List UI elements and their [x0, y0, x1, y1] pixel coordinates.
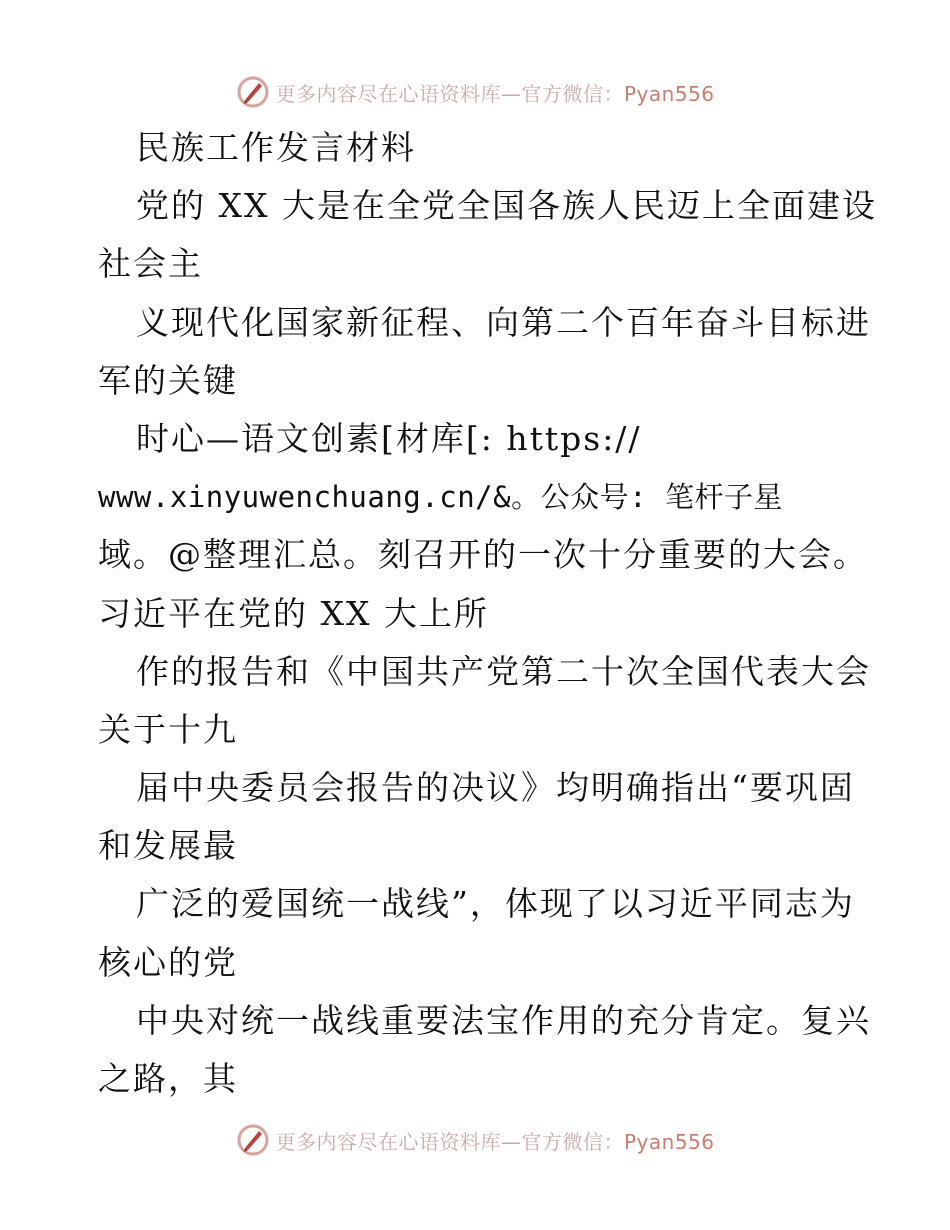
watermark-id: Pyan556 [623, 81, 715, 106]
document-title: 民族工作发言材料 [136, 128, 416, 167]
text-line: 习近平在党的 XX 大上所 [98, 593, 489, 633]
text-line: 社会主 [98, 244, 203, 284]
text-line: 中央对统一战线重要法宝作用的充分肯定。复兴 [136, 1000, 871, 1040]
text-line: 域。@整理汇总。刻召开的一次十分重要的大会。 [98, 535, 868, 575]
watermark-prefix: 更多内容尽在心语资料库—官方微信： [275, 1129, 624, 1154]
header-watermark [0, 70, 950, 114]
watermark-text [275, 78, 714, 107]
pen-logo-icon [235, 74, 271, 110]
text-line: 广泛的爱国统一战线”，体现了以习近平同志为 [136, 884, 855, 924]
watermark-id: Pyan556 [623, 1129, 715, 1154]
text-line: 时心—语文创素[材库[: https:// [136, 418, 642, 458]
text-line: 义现代化国家新征程、向第二个百年奋斗目标进 [136, 302, 871, 342]
document-body [98, 119, 877, 1108]
text-line: 之路，其 [98, 1059, 238, 1098]
pen-logo-icon [235, 1122, 271, 1158]
text-line: 关于十九 [98, 709, 238, 749]
text-line: 军的关键 [98, 360, 238, 400]
text-line: 和发展最 [98, 826, 238, 866]
footer-watermark [0, 1118, 950, 1162]
watermark-text [275, 1126, 714, 1155]
text-line: 作的报告和《中国共产党第二十次全国代表大会 [136, 651, 871, 691]
text-line: 届中央委员会报告的决议》均明确指出“要巩固 [136, 768, 855, 808]
watermark-prefix: 更多内容尽在心语资料库—官方微信： [275, 81, 624, 106]
text-line: 党的 XX 大是在全党全国各族人民迈上全面建设 [136, 186, 877, 226]
text-line: 核心的党 [98, 942, 238, 982]
text-line: www.xinyuwenchuang.cn/&。公众号: 笔杆子星 [98, 480, 783, 515]
